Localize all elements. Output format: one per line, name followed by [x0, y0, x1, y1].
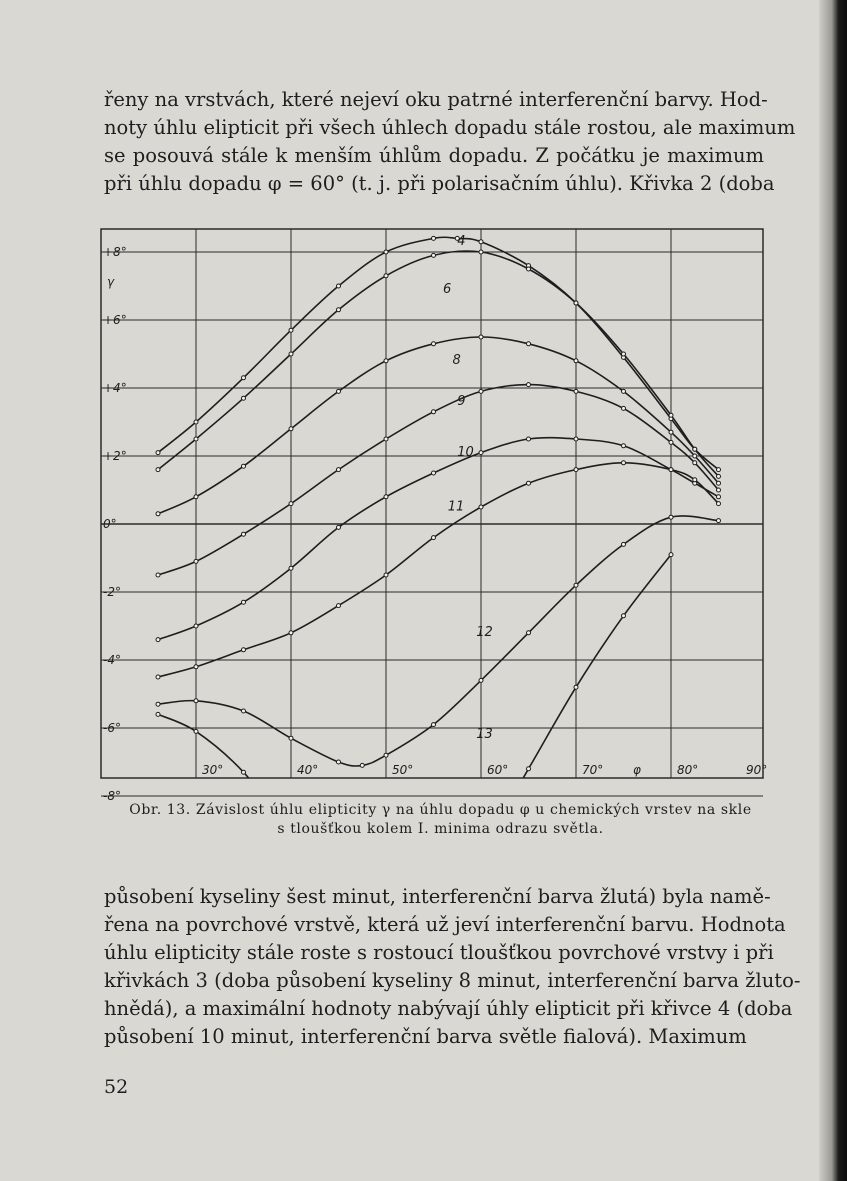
x-tick-label: 90°: [746, 763, 768, 777]
data-point: [574, 685, 578, 689]
data-point: [156, 638, 160, 642]
chart-svg: [98, 226, 770, 803]
data-point: [289, 736, 293, 740]
data-point: [574, 468, 578, 472]
data-point: [360, 763, 364, 767]
x-tick-label: 40°: [297, 763, 319, 777]
data-point: [527, 267, 531, 271]
data-point: [574, 583, 578, 587]
x-tick-label: 70°: [582, 763, 604, 777]
data-point: [574, 437, 578, 441]
data-point: [693, 461, 697, 465]
page-number: 52: [104, 1076, 129, 1098]
data-point: [384, 437, 388, 441]
series-line-6: [158, 251, 719, 476]
data-point: [289, 631, 293, 635]
data-point: [384, 250, 388, 254]
series-line-13: [158, 555, 671, 933]
y-tick-label: +8°: [103, 245, 127, 259]
y-tick-label: 0°: [103, 517, 117, 531]
data-point: [194, 729, 198, 733]
data-point: [479, 451, 483, 455]
series-label-6: 6: [443, 281, 452, 297]
series-line-9: [158, 385, 719, 575]
data-point: [337, 308, 341, 312]
data-point: [432, 723, 436, 727]
text-line: působení 10 minut, interferenční barva světle fialová). Maximum: [104, 1025, 747, 1048]
data-point: [479, 335, 483, 339]
data-point: [479, 678, 483, 682]
data-point: [622, 542, 626, 546]
data-point: [242, 532, 246, 536]
data-point: [194, 437, 198, 441]
data-point: [622, 444, 626, 448]
data-point: [337, 468, 341, 472]
data-point: [574, 389, 578, 393]
y-tick-label: -2°: [103, 585, 121, 599]
data-point: [432, 471, 436, 475]
series-line-4: [158, 237, 719, 469]
data-point: [527, 383, 531, 387]
data-point: [669, 430, 673, 434]
data-point: [669, 413, 673, 417]
data-point: [194, 495, 198, 499]
text-line: se posouvá stále k menším úhlům dopadu. Z počátku je maximum: [104, 144, 764, 167]
data-point: [432, 536, 436, 540]
data-point: [337, 284, 341, 288]
x-tick-label: 60°: [487, 763, 509, 777]
data-point: [242, 396, 246, 400]
data-point: [337, 525, 341, 529]
figure-ellipticity-chart: [98, 226, 770, 803]
data-point: [622, 389, 626, 393]
data-point: [384, 753, 388, 757]
text-line: hnědá), a maximální hodnoty nabývají úhly elipticit při křivce 4 (doba: [104, 997, 793, 1020]
data-point: [432, 236, 436, 240]
x-axis-label: φ: [633, 763, 641, 777]
series-label-4: 4: [457, 234, 466, 250]
data-point: [242, 600, 246, 604]
y-tick-label: -4°: [103, 653, 121, 667]
series-label-10: 10: [457, 445, 474, 460]
data-point: [622, 614, 626, 618]
data-point: [156, 573, 160, 577]
data-point: [289, 427, 293, 431]
x-tick-label: 50°: [392, 763, 414, 777]
data-point: [669, 515, 673, 519]
data-point: [717, 502, 721, 506]
data-point: [242, 376, 246, 380]
text-line: řena na povrchové vrstvě, která už jeví interferenční barvu. Hodnota: [104, 913, 786, 936]
series-label-8: 8: [452, 353, 461, 369]
series-label-12: 12: [476, 625, 493, 641]
data-point: [384, 573, 388, 577]
data-point: [432, 342, 436, 346]
data-point: [693, 478, 697, 482]
series-line-12: [158, 516, 719, 766]
data-point: [717, 474, 721, 478]
data-point: [242, 464, 246, 468]
data-point: [574, 359, 578, 363]
x-tick-label: 80°: [677, 763, 699, 777]
x-tick-label: 30°: [202, 763, 224, 777]
y-axis-label: γ: [107, 275, 115, 289]
data-point: [242, 770, 246, 774]
series-label-11: 11: [447, 499, 465, 515]
data-point: [194, 665, 198, 669]
data-point: [289, 502, 293, 506]
y-tick-label: +2°: [103, 449, 127, 463]
text-line: křivkách 3 (doba působení kyseliny 8 minut, interferenční barva žluto-: [104, 969, 801, 992]
data-point: [156, 451, 160, 455]
series-label-13: 13: [476, 727, 493, 743]
paragraph-top: [104, 86, 796, 198]
data-point: [527, 342, 531, 346]
data-point: [693, 454, 697, 458]
plot-frame: [101, 229, 763, 778]
data-point: [194, 624, 198, 628]
data-point: [194, 420, 198, 424]
data-point: [622, 352, 626, 356]
data-point: [384, 274, 388, 278]
y-tick-label: +4°: [103, 381, 127, 395]
text-line: působení kyseliny šest minut, interferenční barva žlutá) byla namě-: [104, 885, 771, 908]
data-point: [479, 240, 483, 244]
y-tick-label: +6°: [103, 313, 127, 327]
data-point: [574, 301, 578, 305]
data-point: [156, 702, 160, 706]
data-point: [432, 253, 436, 257]
data-point: [527, 631, 531, 635]
data-point: [289, 328, 293, 332]
data-point: [479, 250, 483, 254]
data-point: [242, 648, 246, 652]
page-binding-shadow: [819, 0, 847, 1181]
data-point: [156, 512, 160, 516]
data-point: [527, 767, 531, 771]
data-point: [337, 604, 341, 608]
data-point: [289, 352, 293, 356]
data-point: [717, 495, 721, 499]
data-point: [527, 481, 531, 485]
data-point: [717, 468, 721, 472]
data-point: [156, 712, 160, 716]
data-point: [693, 447, 697, 451]
caption-line: Obr. 13. Závislost úhlu elipticity γ na úhlu dopadu φ u chemických vrstev na skle: [129, 802, 752, 818]
data-point: [384, 359, 388, 363]
data-point: [432, 410, 436, 414]
series-line-8: [158, 337, 719, 514]
data-point: [242, 709, 246, 713]
data-point: [669, 553, 673, 557]
data-point: [479, 505, 483, 509]
data-point: [669, 468, 673, 472]
data-point: [156, 675, 160, 679]
data-point: [384, 495, 388, 499]
data-point: [289, 566, 293, 570]
text-line: úhlu elipticity stále roste s rostoucí tloušťkou povrchové vrstvy i při: [104, 941, 774, 964]
data-point: [717, 488, 721, 492]
caption-line: s tloušťkou kolem I. minima odrazu světla.: [277, 821, 604, 837]
series-line-11: [158, 463, 719, 677]
text-line: řeny na vrstvách, které nejeví oku patrné interferenční barvy. Hod-: [104, 88, 768, 111]
text-line: noty úhlu elipticit při všech úhlech dopadu stále rostou, ale maximum: [104, 116, 796, 139]
data-point: [717, 481, 721, 485]
y-tick-label: -8°: [103, 789, 121, 803]
data-point: [156, 468, 160, 472]
data-point: [194, 699, 198, 703]
data-point: [479, 389, 483, 393]
series-label-9: 9: [457, 394, 466, 409]
data-point: [337, 760, 341, 764]
y-tick-label: -6°: [103, 721, 121, 735]
data-point: [337, 389, 341, 393]
paragraph-bottom: [104, 883, 801, 1051]
data-point: [194, 559, 198, 563]
figure-caption: [98, 801, 783, 839]
text-line: při úhlu dopadu φ = 60° (t. j. při polarisačním úhlu). Křivka 2 (doba: [104, 172, 775, 195]
data-point: [622, 461, 626, 465]
data-point: [717, 519, 721, 523]
data-point: [669, 440, 673, 444]
data-point: [527, 437, 531, 441]
data-point: [622, 406, 626, 410]
